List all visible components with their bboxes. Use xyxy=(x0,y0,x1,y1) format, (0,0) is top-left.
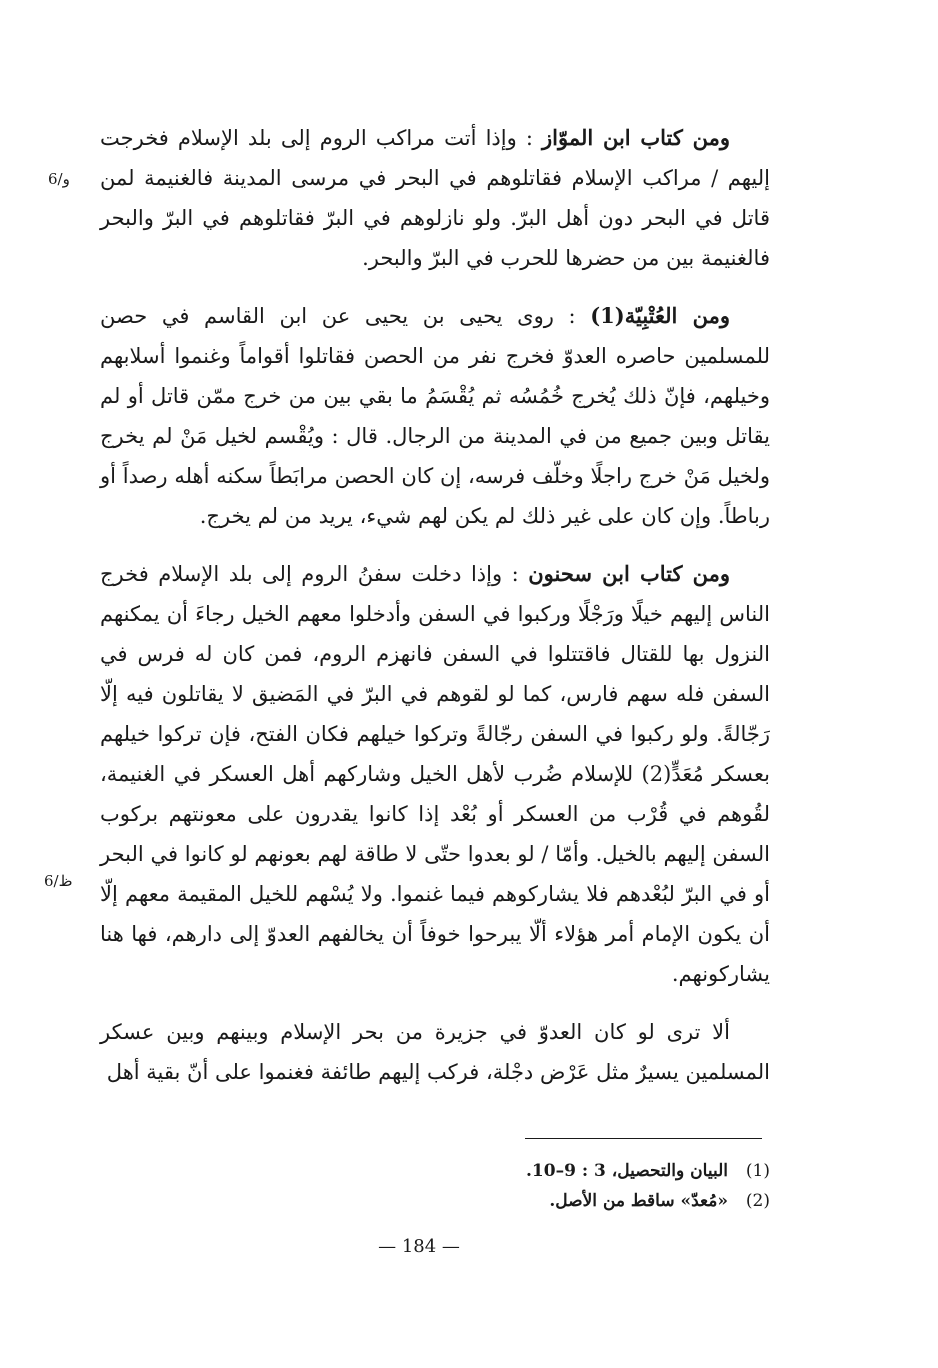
paragraph-ibn-sahnun xyxy=(100,554,770,994)
footnotes xyxy=(300,1156,770,1216)
footnote-text: البيان والتحصيل، 3 : 9–10. xyxy=(525,1161,728,1181)
paragraph-lead: ومن كتاب ابن سحنون xyxy=(528,561,730,586)
paragraph-body: : روى يحيى بن يحيى عن ابن القاسم في حصن للمسلمين حاصره العدوّ فخرج نفر من الحصن فقاتلوا أقواماً وغنموا أسلابهم وخيلهم، فإنّ ذلك يُخرج خُمُسُه ثم يُقْسَمُ ما بقي بين من خرج ممّن قاتل أو لم يقاتل وبين جميع من في المدينة من الرجال. قال : ويُقْسم لخيل مَنْ لم يخرج ولخيل مَنْ خرج راجلًا وخلّف فرسه، إن كان الحصن مرابَطاً سكنه أهله رصداً أو رباطاً. وإن كان على غير ذلك لم يكن لهم شيء، يريد من لم يخرج. xyxy=(100,304,770,528)
margin-folio-note: 6/و xyxy=(48,170,70,188)
footnote-text: «مُعدّ» ساقط من الأصل. xyxy=(549,1191,728,1211)
footnote-divider xyxy=(525,1138,762,1139)
paragraph-body: : وإذا دخلت سفنُ الروم إلى بلد الإسلام فخرج الناس إليهم خيلًا ورَجْلًا وركبوا في السفن وأدخلوا معهم الخيل رجاءَ أن يمكنهم النزول بها للقتال فاقتتلوا في السفن فانهزم الروم، فمن كان له فرس في السفن فله سهم فارس، كما لو لقوهم في البرّ في المَضيق لا يقاتلون فيه إلّا رَجّالةً. ولو ركبوا في السفن رجّالةً وتركوا خيلهم فكان الفتح، فإن تركوا خيلهم بعسكر مُعَدٍّ(2) للإسلام ضُرب لأهل الخيل وشاركهم أهل العسكر في الغنيمة، لقُوهم في قُرْب من العسكر أو بُعْد إذا كانوا يقدرون على معونتهم بركوب السفن إليهم بالخيل. وأمّا / لو بعدوا حتّى لا طاقة لهم بعونهم لو كانوا في البحر أو في البرّ لبُعْدهم فلا يشاركوهم فيما غنموا. ولا يُسْهم للخيل المقيمة معهم إلّا أن يكون الإمام أمر هؤلاء ألّا يبرحوا خوفاً أن يخالفهم العدوّ إلى دارهم، فها هنا يشاركونهم. xyxy=(100,562,771,986)
paragraph-utbiyya xyxy=(100,296,770,536)
paragraph-island xyxy=(100,1012,770,1092)
paragraph-lead: ومن العُتْبِيّة(1) xyxy=(590,303,730,328)
footnote-number: (1) xyxy=(745,1161,770,1181)
page-number: — 184 — xyxy=(378,1236,460,1257)
paragraph-ibn-al-mawwaz xyxy=(100,118,770,278)
paragraph-lead: ومن كتاب ابن الموّاز xyxy=(542,125,730,150)
footnote xyxy=(300,1186,770,1216)
paragraph-body: : وإذا أتت مراكب الروم إلى بلد الإسلام فخرجت إليهم / مراكب الإسلام فقاتلوهم في البحر في مرسى المدينة فالغنيمة لمن قاتل في البحر دون أهل البرّ. ولو نازلوهم في البرّ فقاتلوهم في البرّ والبحر فالغنيمة بين من حضرها للحرب في البرّ والبحر. xyxy=(100,126,770,270)
paragraph-body: ألا ترى لو كان العدوّ في جزيرة من بحر الإسلام وبينهم وبين عسكر المسلمين يسيرٌ مثل عَرْض دجْلة، فركب إليهم طائفة فغنموا على أنّ بقية أهل xyxy=(100,1020,770,1084)
main-text xyxy=(100,118,770,1092)
margin-folio-note: 6/ظ xyxy=(44,872,73,890)
footnote xyxy=(300,1156,770,1186)
footnote-number: (2) xyxy=(745,1191,770,1211)
